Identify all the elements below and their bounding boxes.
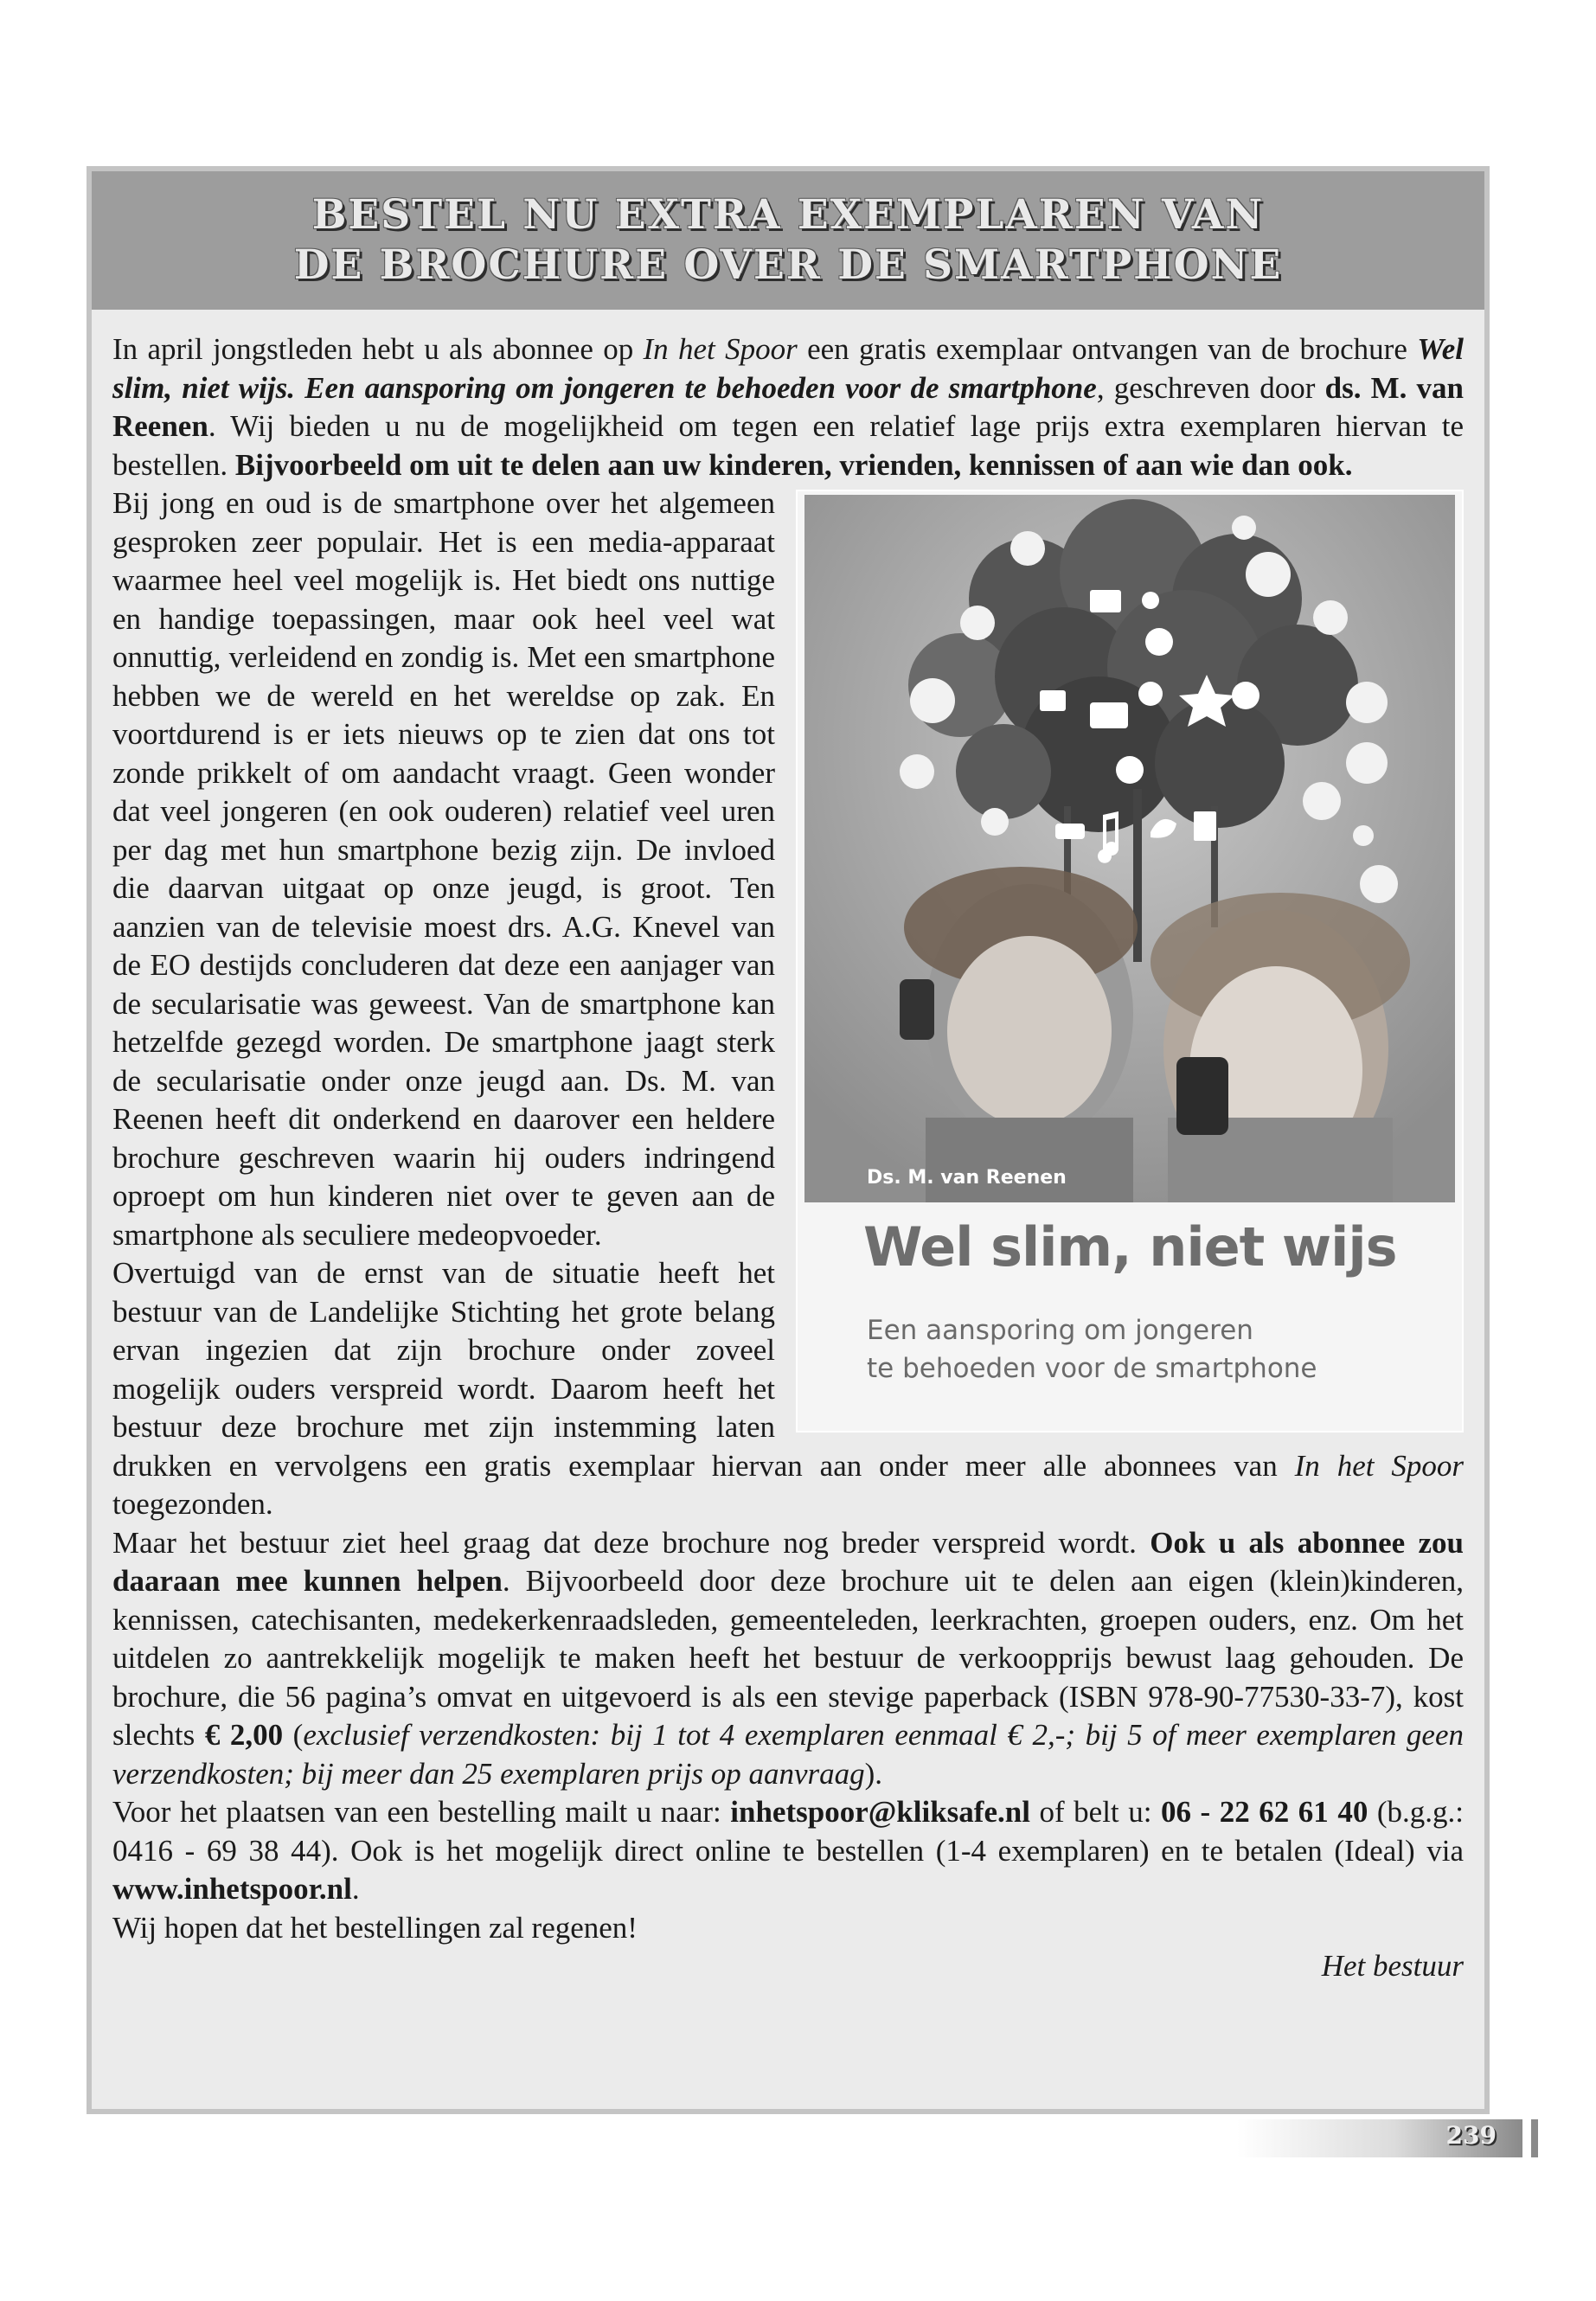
announcement-header (92, 171, 1484, 310)
paragraph-distribution: Maar het bestuur ziet heel graag dat deze brochure nog breder verspreid wordt. Ook u als abonnee zou daaraan mee kunnen helpen. Bijvoorbeeld door deze brochure uit te delen aan eigen (klein)kinderen, kennissen, catechisanten, medekerkenraadsleden, gemeenteleden, leerkrachten, groepen ouders, enz. Om het uitdelen zo aantrekkelijk mogelijk te maken heeft het bestuur de verkoopprijs bewust laag gehouden. De brochure, die 56 pagina’s omvat en uitgevoerd is als een stevige paperback (ISBN 978-90-77530-33-7), kost slechts € 2,00 (exclusief verzendkosten: bij 1 tot 4 exemplaren eenmaal € 2,-; bij 5 of meer exemplaren geen verzendkosten; bij meer dan 25 exemplaren prijs op aanvraag). (112, 1525, 1464, 1791)
paragraph-board: Overtuigd van de ernst van de situatie heeft het bestuur van de Landelijke Stichting het grote belang ervan ingezien dat zijn brochure onder zoveel mogelijk ouders verspreid wordt. Daarom heeft het bestuur deze brochure met zijn instemming laten drukken en vervolgens een gratis exemplaar hiervan aan onder meer alle abonnees van In het Spoor toegezonden. (112, 1256, 1464, 1521)
order-phone: 06 - 22 62 61 40 (1160, 1795, 1368, 1829)
announcement-box (87, 166, 1490, 2114)
page-bar-tick (1531, 2119, 1538, 2157)
brochure-author: Ds. M. van Reenen (867, 1167, 1067, 1189)
article-body (112, 330, 1464, 1986)
header-line-2: DE BROCHURE OVER DE SMARTPHONE (293, 241, 1283, 289)
order-email[interactable]: inhetspoor@kliksafe.nl (730, 1795, 1030, 1829)
brochure-cover-image (796, 490, 1464, 1433)
brochure-subtitle: Een aansporing om jongeren te behoeden voor de smartphone (867, 1315, 1317, 1384)
page-number-bar (1237, 2119, 1522, 2157)
brochure-title: Wel slim, niet wijs (863, 1215, 1397, 1279)
paragraph-popularity: Bij jong en oud is de smartphone over het algemeen gesproken zeer populair. Het is een media-apparaat waarmee heel veel mogelijk is. Het biedt ons nuttige en handige toepassingen, maar ook heel veel wat onnuttig, verleidend en zondig is. Met een smartphone hebben we de wereld en het wereldse op zak. En voortdurend is er iets nieuws op te zien dat ons tot zonde prikkelt of om aandacht vraagt. Geen wonder dat veel jongeren (en ook ouderen) relatief veel uren per dag met hun smartphone bezig zijn. De invloed die daarvan uitgaat op onze jeugd, is groot. Ten aanzien van de televisie moest drs. A.G. Knevel van de EO destijds concluderen dat deze een aanjager van de secularisatie was geweest. Van de smartphone kan hetzelfde gezegd worden. De smartphone jaagt sterk de secularisatie onder onze jeugd aan. Ds. M. van Reenen heeft dit onderkend en daarover een heldere brochure geschreven waarin hij ouders indringend oproept om hun kinderen niet over te geven aan de smartphone als seculiere medeopvoeder. (112, 486, 775, 1252)
cover-photo (804, 495, 1455, 1202)
paragraph-closing: Wij hopen dat het bestellingen zal regenen! (112, 1910, 638, 1945)
paragraph-intro: In april jongstleden hebt u als abonnee op In het Spoor een gratis exemplaar ontvangen van de brochure Wel slim, niet wijs. Een aansporing om jongeren te behoeden voor de smartphone, geschreven door ds. M. van Reenen. Wij bieden u nu de mogelijkheid om tegen een relatief lage prijs extra exemplaren hiervan te bestellen. Bijvoorbeeld om uit te delen aan uw kinderen, vrienden, kennissen of aan wie dan ook. (112, 332, 1465, 482)
order-website[interactable]: www.inhetspoor.nl (112, 1872, 352, 1906)
header-line-1: BESTEL NU EXTRA EXEMPLAREN VAN (311, 191, 1265, 239)
signature: Het bestuur (1321, 1949, 1464, 1983)
cover-illustration (804, 495, 1455, 1202)
paragraph-order: Voor het plaatsen van een bestelling mailt u naar: inhetspoor@kliksafe.nl of belt u: 06 - 22 62 61 40 (b.g.g.: 0416 - 69 38 44). Ook is het mogelijk direct online te bestellen (1-4 exemplaren) en te betalen (Ideal) via www.inhetspoor.nl. (112, 1795, 1464, 1906)
page-number: 239 (1445, 2121, 1497, 2150)
